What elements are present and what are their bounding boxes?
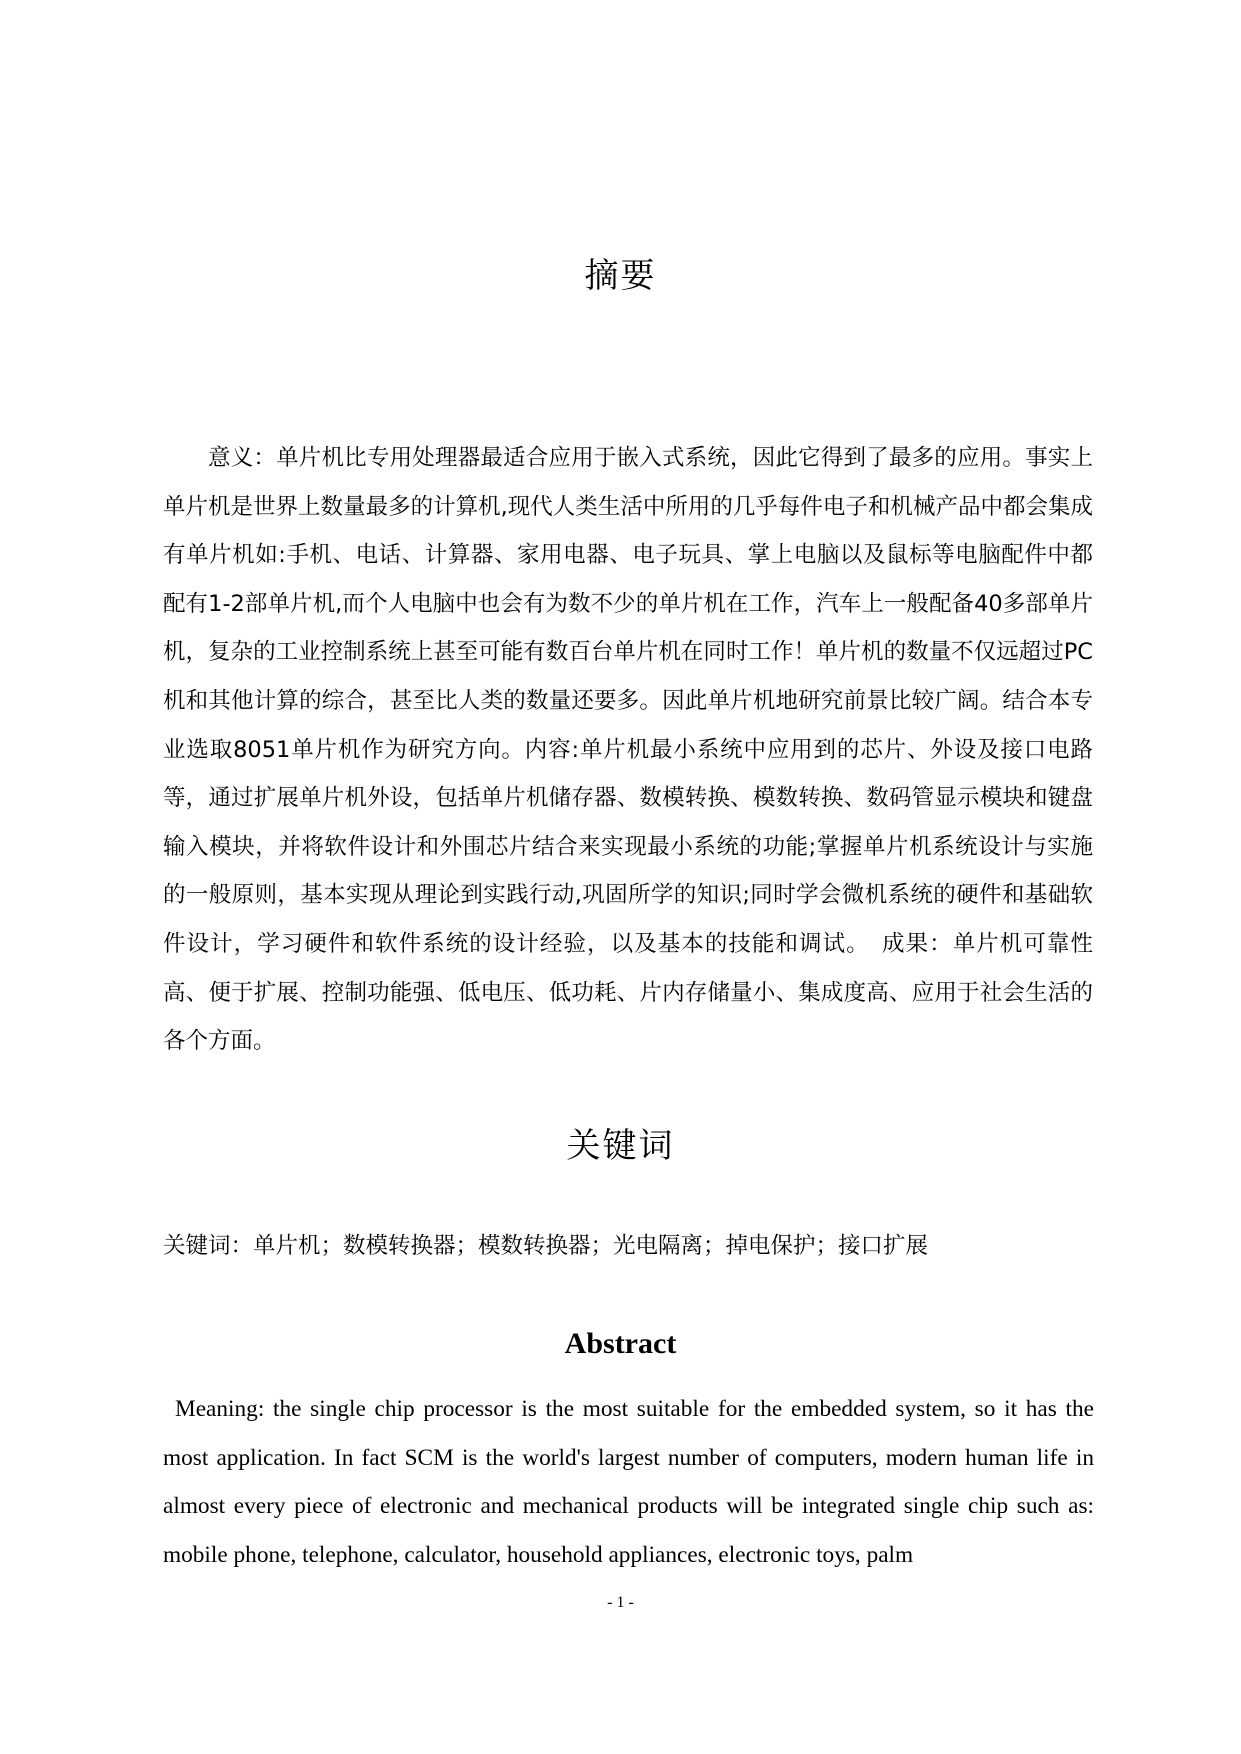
abstract-en-title: Abstract (564, 1327, 677, 1360)
keywords-cn-line: 关键词：单片机；数模转换器；模数转换器；光电隔离；掉电保护；接口扩展 (163, 1233, 929, 1259)
abstract-cn-body: 意义：单片机比专用处理器最适合应用于嵌入式系统，因此它得到了最多的应用。事实上单片机是世界上数量最多的计算机,现代人类生活中所用的几乎每件电子和机械产品中都会集成有单片机如:手机、电话、计算器、家用电器、电子玩具、掌上电脑以及鼠标等电脑配件中都配有1-2部单片机,而个人电脑中也会有为数不少的单片机在工作，汽车上一般配备40多部单片机，复杂的工业控制系统上甚至可能有数百台单片机在同时工作！单片机的数量不仅远超过PC机和其他计算的综合，甚至比人类的数量还要多。因此单片机地研究前景比较广阔。结合本专业选取8051单片机作为研究方向。内容:单片机最小系统中应用到的芯片、外设及接口电路等，通过扩展单片机外设，包括单片机储存器、数模转换、模数转换、数码管显示模块和键盘输入模块，并将软件设计和外围芯片结合来实现最小系统的功能;掌握单片机系统设计与实施的一般原则，基本实现从理论到实践行动,巩固所学的知识;同时学会微机系统的硬件和基础软件设计，学习硬件和软件系统的设计经验，以及基本的技能和调试。 成果：单片机可靠性高、便于扩展、控制功能强、低电压、低功耗、片内存储量小、集成度高、应用于社会生活的各个方面。 (163, 445, 1093, 1055)
page-number: - 1 - (607, 1594, 634, 1611)
keywords-cn-title: 关键词 (566, 1126, 675, 1166)
abstract-en-body: Meaning: the single chip processor is the most suitable for the embedded system, so it has the most application. In fact SCM is the world's largest number of computers, modern human life in almost every piece of electronic and mechanical products will be integrated single chip such as: mobile phone, telephone, calculator, household appliances, electronic toys, palm (163, 1396, 1094, 1568)
abstract-cn-title: 摘要 (584, 256, 657, 296)
